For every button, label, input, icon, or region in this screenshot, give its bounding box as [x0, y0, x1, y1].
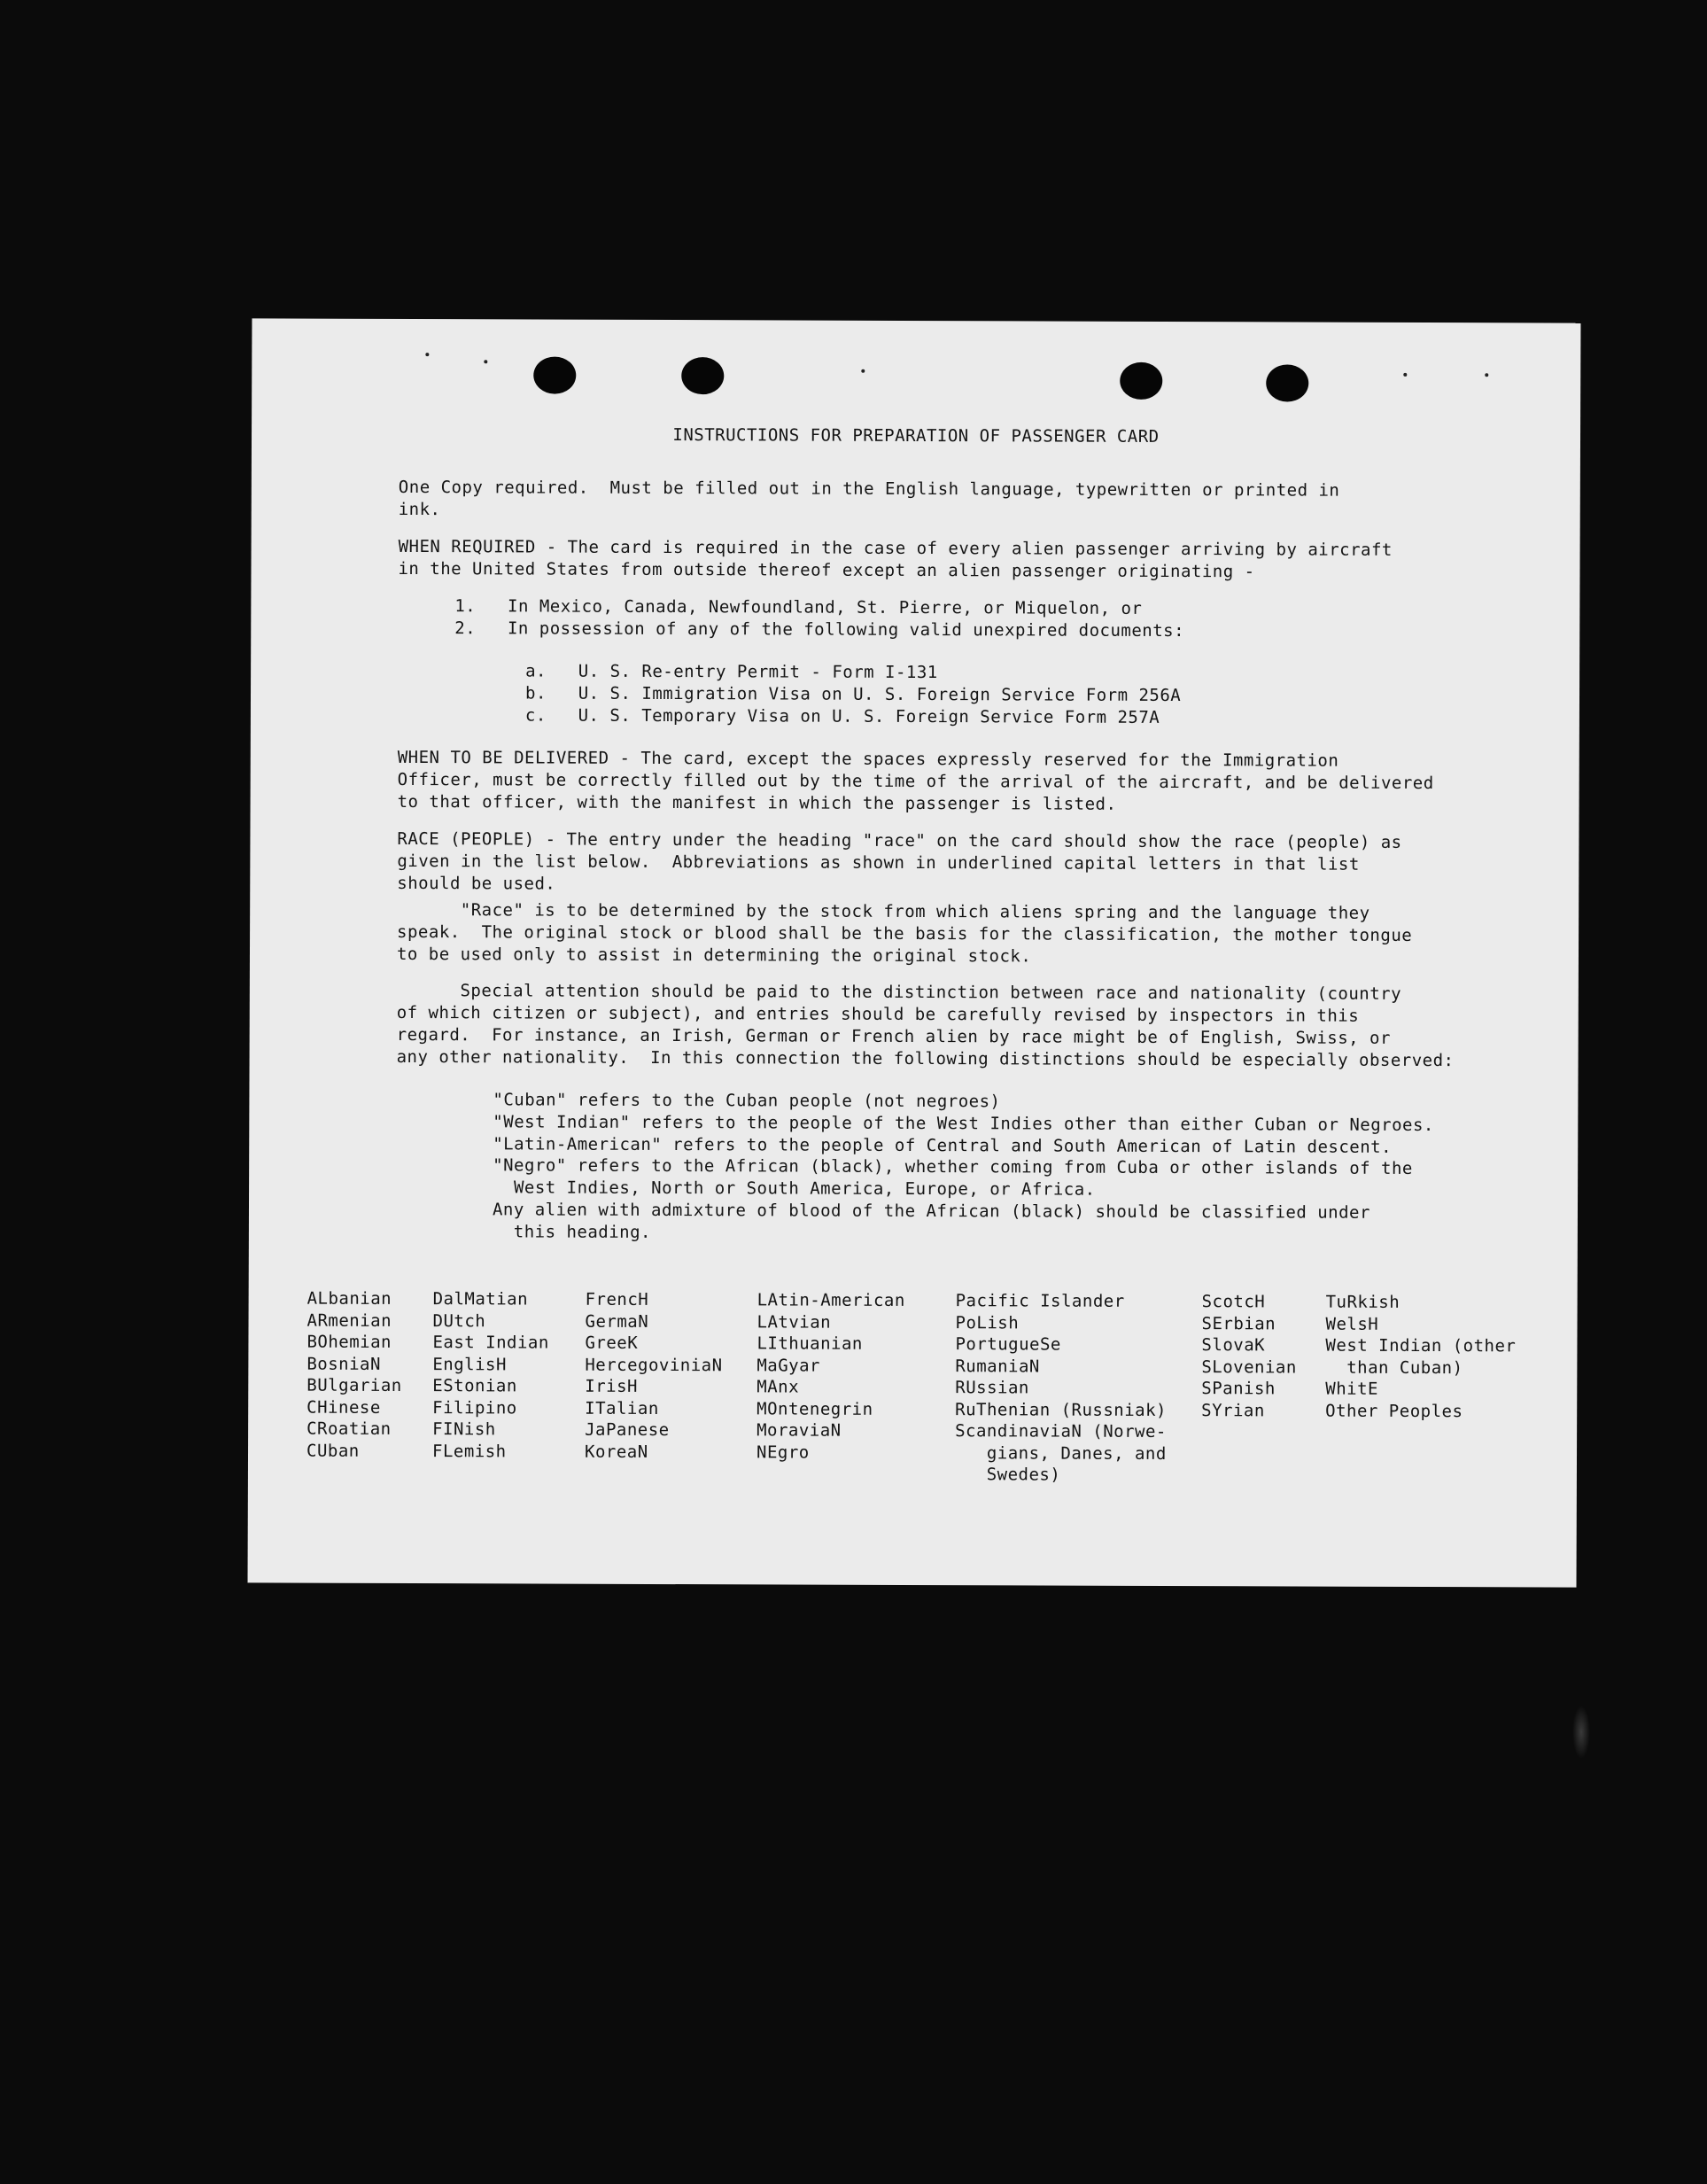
- race-entry: WelsH: [1325, 1314, 1379, 1334]
- race-entry: TuRkish: [1325, 1292, 1401, 1312]
- distinction-item: "West Indian" refers to the people of the West Indies other than either Cuban or Negroes.: [493, 1112, 1434, 1136]
- race-entry: ITalian: [585, 1398, 659, 1418]
- document-title: INSTRUCTIONS FOR PREPARATION OF PASSENGER CARD: [672, 425, 1160, 447]
- document-body: [248, 318, 1581, 1587]
- race-column: [1201, 1291, 1297, 1421]
- race-entry: WhitE: [1325, 1379, 1379, 1399]
- race-entry: RumaniaN: [955, 1356, 1040, 1376]
- when-delivered-paragraph: WHEN TO BE DELIVERED - The card, except the spaces expressly reserved for the Immigration Officer, must be correctly filled out by the time of the arrival of the aircraft, and be delivered to that officer, with the manifest in which the passenger is listed.: [397, 747, 1434, 814]
- distinction-item: "Negro" refers to the African (black), whether coming from Cuba or other islands of the West Indies, North or South America, Europe, or Africa.: [493, 1155, 1413, 1200]
- race-entry: ARmenian: [306, 1310, 392, 1331]
- race-people-paragraph: RACE (PEOPLE) - The entry under the heading "race" on the card should show the race (people) as given in the list below. Abbreviations as shown in underlined capital letters in that list should be used.: [397, 828, 1402, 894]
- special-attention-paragraph: Special attention should be paid to the distinction between race and nationality (country of which citizen or subject), and entries should be carefully revised by inspectors in this regard. For instance, an Irish, German or French alien by race might be of English, Swiss, or any other nationality. In this connection the following distinctions should be especially observed:: [396, 980, 1455, 1071]
- race-entry: SlovaK: [1201, 1335, 1266, 1356]
- race-entry: FLemish: [431, 1441, 507, 1461]
- intro-paragraph: One Copy required. Must be filled out in the English language, typewritten or printed in ink.: [398, 477, 1340, 520]
- race-entry: GermaN: [585, 1311, 649, 1332]
- race-entry: MAnx: [757, 1377, 800, 1397]
- film-artifact: [1572, 1706, 1590, 1759]
- lettered-item: c. U. S. Temporary Visa on U. S. Foreign Service Form 257A: [524, 705, 1160, 727]
- race-entry: NEgro: [756, 1442, 810, 1463]
- race-entry: HercegoviniaN: [585, 1355, 723, 1375]
- race-entry: LAtvian: [757, 1311, 832, 1333]
- race-column: [955, 1290, 1168, 1486]
- race-entry: KoreaN: [584, 1442, 648, 1462]
- numbered-item: 2. In possession of any of the following valid unexpired documents:: [454, 618, 1185, 641]
- race-entry: SErbian: [1201, 1313, 1276, 1333]
- race-entry: BUlgarian: [306, 1375, 402, 1395]
- race-entry: MaGyar: [757, 1355, 821, 1376]
- race-entry: ALbanian: [306, 1288, 392, 1309]
- lettered-item: b. U. S. Immigration Visa on U. S. Foreign Service Form 256A: [524, 683, 1182, 706]
- race-entry: CHinese: [306, 1397, 381, 1418]
- race-entry: Pacific Islander: [955, 1291, 1125, 1311]
- race-entry: ScotcH: [1201, 1292, 1266, 1312]
- race-entry: gians, Danes, and: [954, 1442, 1167, 1464]
- race-entry: West Indian (other: [1325, 1335, 1517, 1356]
- distinction-item: "Cuban" refers to the Cuban people (not negroes): [493, 1090, 1001, 1112]
- race-entry: LIthuanian: [757, 1333, 863, 1354]
- race-column: [432, 1288, 549, 1462]
- race-entry: Filipino: [432, 1397, 517, 1418]
- race-entry: Swedes): [954, 1465, 1061, 1485]
- race-entry: FrencH: [585, 1289, 649, 1310]
- distinction-item: "Latin-American" refers to the people of Central and South American of Latin descent.: [493, 1134, 1393, 1157]
- race-entry: BOhemian: [306, 1332, 392, 1352]
- race-entry: JaPanese: [585, 1419, 670, 1441]
- race-entry: SYrian: [1201, 1400, 1265, 1420]
- race-entry: FINish: [432, 1419, 496, 1440]
- race-entry: EnglisH: [432, 1354, 507, 1374]
- race-stock-paragraph: "Race" is to be determined by the stock from which aliens spring and the language they speak. The original stock or blood shall be the basis for the classification, the mother tongue to be used only to assist in determining the original stock.: [396, 899, 1413, 967]
- race-entry: GreeK: [585, 1333, 639, 1353]
- race-entry: SLovenian: [1201, 1356, 1297, 1378]
- document-sheet: [248, 318, 1581, 1587]
- when-required-paragraph: WHEN REQUIRED - The card is required in the case of every alien passenger arriving by aircraft in the United States from outside thereof except an alien passenger originating -: [398, 536, 1393, 582]
- race-entry: DalMatian: [432, 1289, 529, 1310]
- race-entry: DUtch: [432, 1310, 486, 1331]
- race-entry: RUssian: [955, 1378, 1029, 1398]
- race-entry: PoLish: [955, 1312, 1020, 1333]
- race-column: [1325, 1292, 1516, 1423]
- race-column: [585, 1289, 723, 1464]
- race-entry: MoraviaN: [757, 1420, 842, 1441]
- race-entry: ScandinaviaN (Norwe-: [955, 1421, 1167, 1442]
- race-entry: EStonian: [432, 1376, 517, 1396]
- race-column: [757, 1289, 905, 1464]
- race-entry: PortugueSe: [955, 1334, 1061, 1355]
- distinction-item: Any alien with admixture of blood of the African (black) should be classified under this heading.: [492, 1200, 1370, 1242]
- race-column: [306, 1288, 402, 1462]
- race-entry: BosniaN: [306, 1354, 381, 1374]
- race-entry: MOntenegrin: [757, 1398, 873, 1419]
- race-entry: East Indian: [432, 1333, 549, 1353]
- race-entry: CUban: [306, 1441, 360, 1461]
- race-entry: than Cuban): [1325, 1357, 1463, 1378]
- numbered-item: 1. In Mexico, Canada, Newfoundland, St. Pierre, or Miquelon, or: [454, 596, 1143, 618]
- race-entry: LAtin-American: [757, 1290, 905, 1310]
- race-entry: RuThenian (Russniak): [955, 1399, 1168, 1420]
- lettered-item: a. U. S. Re-entry Permit - Form I-131: [525, 661, 938, 683]
- race-entry: IrisH: [585, 1376, 639, 1396]
- race-entry: CRoatian: [306, 1418, 392, 1439]
- race-entry: SPanish: [1201, 1379, 1276, 1399]
- race-entry: Other Peoples: [1325, 1401, 1463, 1421]
